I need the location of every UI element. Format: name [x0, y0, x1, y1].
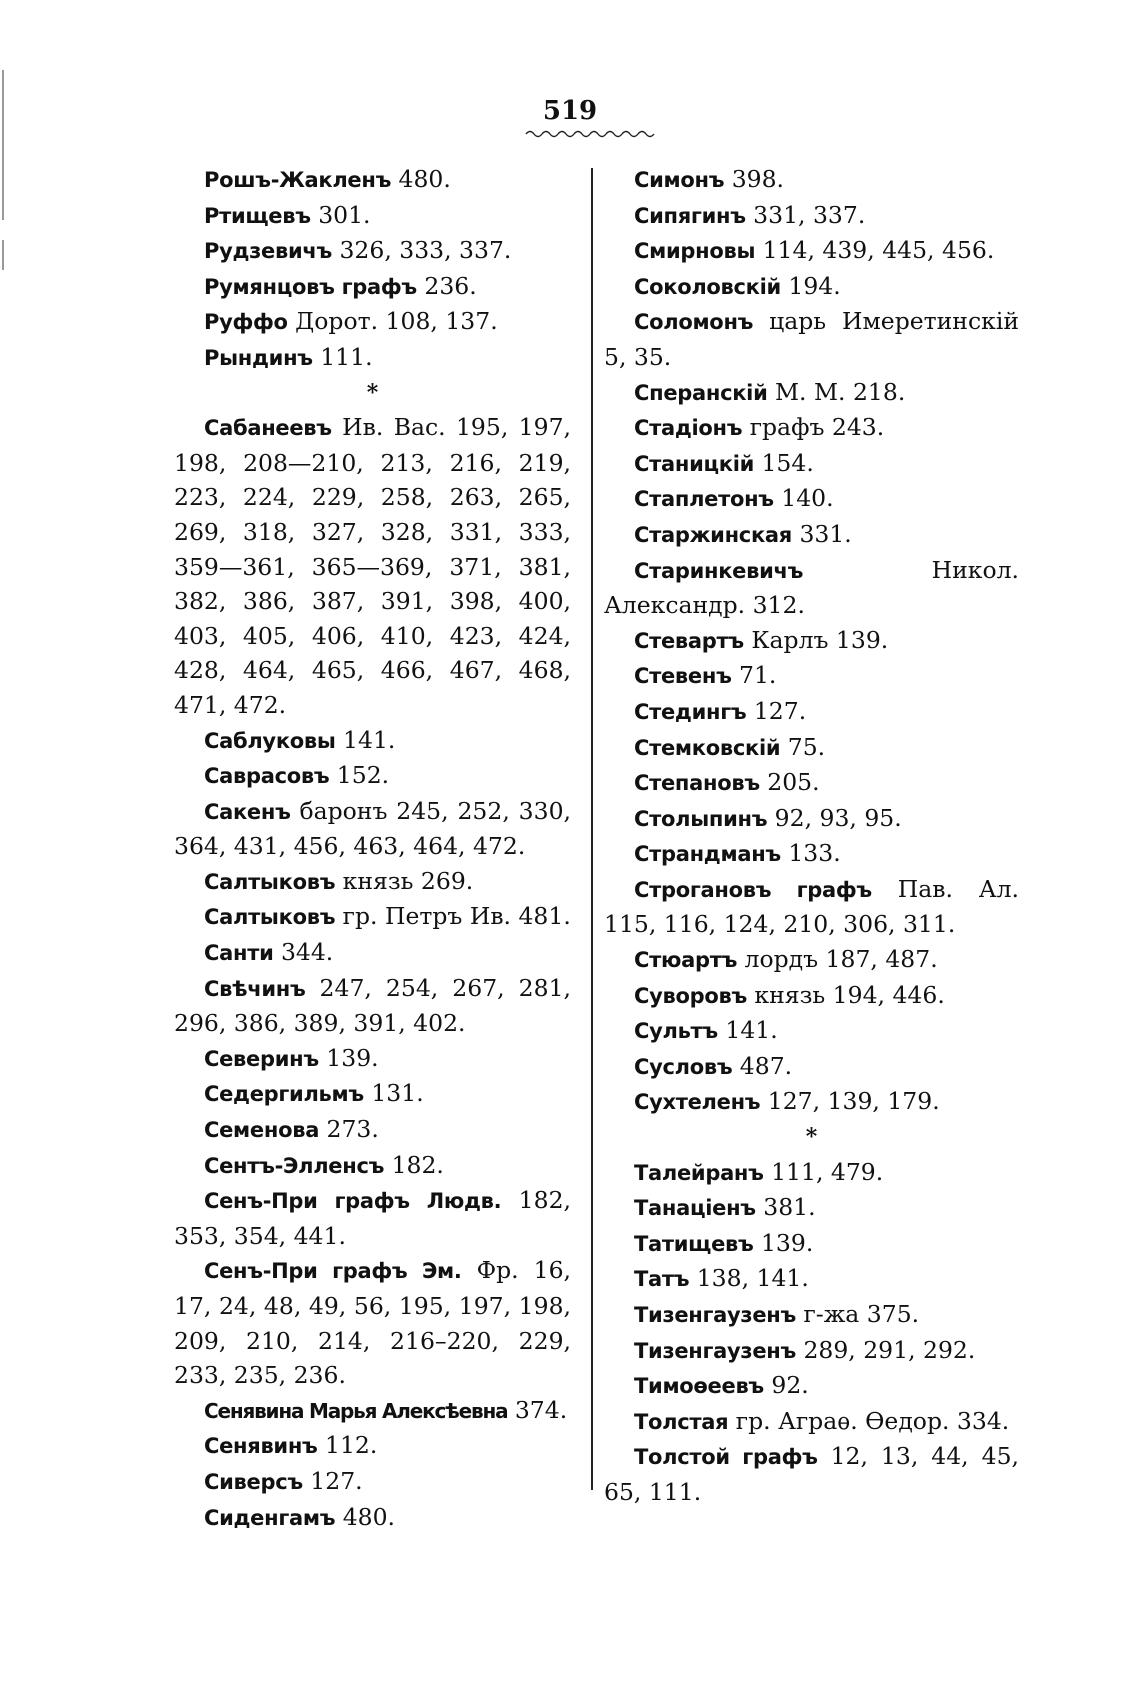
entry-pages: Карлъ 139.: [743, 625, 889, 654]
entry-name: Семенова: [204, 1118, 320, 1143]
entry-name: Стемковскій: [634, 735, 781, 760]
entry-pages: 141.: [717, 1016, 778, 1045]
entry-name: Стевартъ: [634, 628, 744, 653]
index-entry: [174, 1183, 571, 1253]
scan-edge-mark: [2, 70, 4, 220]
entry-pages: князь 269.: [335, 866, 474, 895]
entry-name: Сперанскій: [634, 380, 768, 405]
entry-pages: 127.: [746, 696, 807, 725]
entry-name: Руффо: [204, 310, 288, 335]
entry-name: Сиверсъ: [204, 1469, 303, 1494]
entry-pages: 480.: [335, 1502, 396, 1531]
index-entry: [174, 340, 571, 376]
index-entry: [174, 1393, 571, 1429]
page-number: 519: [542, 96, 598, 126]
entry-name: Сентъ-Элленсъ: [204, 1153, 385, 1178]
index-entry: [174, 269, 571, 305]
index-entry: [174, 935, 571, 971]
entry-name: Старжинская: [634, 522, 792, 547]
entry-name: Сультъ: [634, 1019, 718, 1044]
index-entry: [604, 1190, 1019, 1226]
index-entry: [174, 1041, 571, 1077]
entry-name: Сакенъ: [204, 799, 291, 824]
entry-name: Стюартъ: [634, 948, 738, 973]
index-entry: [604, 836, 1019, 872]
entry-pages: 247, 254, 267, 281, 296, 386, 389, 391, 402.: [174, 973, 571, 1038]
index-entry: [604, 658, 1019, 694]
index-entry: [604, 694, 1019, 730]
index-entry: [174, 864, 571, 900]
entry-name: Степановъ: [634, 771, 760, 796]
entry-name: Сенявина Марья Алексѣевна: [204, 1398, 508, 1423]
entry-name: Симонъ: [634, 168, 725, 192]
entry-name: Свѣчинъ: [204, 976, 306, 1001]
entry-name: Толстой графъ: [634, 1445, 818, 1470]
index-entry: [174, 1076, 571, 1112]
index-entry: [174, 1148, 571, 1184]
index-entry: [174, 304, 571, 340]
entry-pages: баронъ 245, 252, 330, 364, 431, 456, 463, 464, 472.: [174, 796, 571, 861]
entry-name: Северинъ: [204, 1046, 319, 1071]
entry-name: Смирновы: [634, 239, 756, 264]
index-entry: [604, 233, 1019, 269]
index-entry: [604, 553, 1019, 623]
entry-pages: 326, 333, 337.: [332, 236, 512, 265]
entry-pages: 111, 479.: [763, 1157, 884, 1186]
entry-pages: 112.: [317, 1431, 378, 1460]
entry-pages: Ив. Вас. 195, 197, 198, 208—210, 213, 216, 219, 223, 224, 229, 258, 263, 265, 269, 318, 327, 328, 331, 333, 359—361, 365—369, 371, 381, 382, 386, 387, 391, 398, 400, 403, 405, 406, 410, 423, 424, 428, 464, 465, 466, 467, 468, 471, 472.: [174, 413, 571, 719]
index-entry: [604, 410, 1019, 446]
index-entry: [604, 517, 1019, 553]
entry-name: Саврасовъ: [204, 764, 330, 789]
entry-name: Стевенъ: [634, 664, 732, 689]
index-entry: [174, 1464, 571, 1500]
index-entry: [174, 794, 571, 864]
entry-name: Сенявинъ: [204, 1434, 318, 1459]
index-entry: [174, 899, 571, 935]
entry-pages: 398.: [724, 165, 785, 193]
column-divider: [591, 168, 593, 1490]
index-column-left: [174, 162, 571, 1535]
entry-pages: 194.: [780, 271, 841, 300]
entry-name: Татищевъ: [634, 1231, 754, 1256]
wavy-rule-ornament: [524, 128, 660, 138]
entry-pages: 127, 139, 179.: [760, 1087, 940, 1116]
index-entry: [604, 1368, 1019, 1404]
entry-name: Санти: [204, 941, 274, 966]
entry-pages: г-жа 375.: [795, 1300, 920, 1328]
index-entry: [174, 723, 571, 759]
index-entry: [604, 481, 1019, 517]
entry-pages: 480.: [391, 165, 451, 193]
entry-name: Румянцовъ графъ: [204, 274, 417, 299]
index-entry: [604, 1439, 1019, 1509]
entry-pages: 139.: [318, 1043, 379, 1072]
index-entry: [174, 971, 571, 1041]
entry-pages: 289, 291, 292.: [795, 1335, 976, 1364]
entry-name: Седергильмъ: [204, 1082, 364, 1107]
index-entry: [604, 269, 1019, 305]
index-entry: [604, 198, 1019, 234]
index-entry: [604, 1084, 1019, 1120]
index-entry: [174, 1428, 571, 1464]
entry-name: Сиденгамъ: [204, 1505, 336, 1530]
entry-pages: М. М. 218.: [767, 377, 906, 406]
entry-name: Старинкевичъ: [634, 558, 804, 583]
entry-pages: 154.: [754, 448, 814, 477]
entry-name: Салтыковъ: [204, 869, 336, 894]
entry-pages: гр. Петръ Ив. 481.: [335, 902, 571, 931]
entry-name: Салтыковъ: [204, 905, 336, 930]
entry-pages: 71.: [731, 661, 777, 690]
entry-pages: 487.: [732, 1051, 793, 1080]
entry-pages: 114, 439, 445, 456.: [755, 236, 995, 265]
index-entry: [604, 730, 1019, 766]
index-entry: [174, 758, 571, 794]
entry-pages: 236.: [416, 271, 477, 300]
entry-pages: 374.: [507, 1395, 568, 1424]
index-entry: [604, 872, 1019, 942]
entry-name: Ртищевъ: [204, 203, 311, 228]
entry-name: Тимоѳеевъ: [634, 1374, 764, 1399]
entry-name: Толстая: [634, 1409, 729, 1434]
entry-pages: 111.: [312, 342, 373, 371]
entry-pages: князь 194, 446.: [746, 980, 945, 1009]
entry-pages: Дорот. 108, 137.: [287, 307, 498, 336]
entry-name: Рудзевичъ: [204, 239, 332, 264]
entry-name: Талейранъ: [634, 1160, 764, 1185]
entry-pages: 301.: [310, 200, 371, 229]
index-entry: [604, 978, 1019, 1014]
entry-pages: 331, 337.: [745, 200, 866, 229]
index-entry: [604, 1333, 1019, 1369]
index-entry: [604, 623, 1019, 659]
index-entry: [604, 375, 1019, 411]
index-entry: [604, 1049, 1019, 1085]
entry-name: Саблуковы: [204, 728, 336, 753]
index-entry: [604, 942, 1019, 978]
entry-name: Сусловъ: [634, 1054, 733, 1079]
entry-pages: 205.: [759, 768, 820, 797]
entry-name: Тизенгаузенъ: [634, 1338, 796, 1363]
index-entry: [604, 304, 1019, 374]
entry-pages: 92, 93, 95.: [767, 803, 902, 832]
index-entry: [174, 1112, 571, 1148]
index-entry: [604, 446, 1019, 482]
entry-pages: 139.: [753, 1228, 814, 1257]
index-entry: [604, 162, 1019, 198]
entry-name: Рындинъ: [204, 345, 313, 370]
entry-pages: 182.: [384, 1150, 444, 1179]
entry-pages: 127.: [302, 1466, 363, 1495]
entry-name: Страндманъ: [634, 842, 781, 867]
entry-pages: Никол. Александр. 312.: [604, 555, 1019, 620]
entry-name: Соломонъ: [634, 310, 754, 335]
entry-name: Сухтеленъ: [634, 1090, 761, 1115]
entry-pages: 273.: [319, 1115, 379, 1144]
entry-pages: 133.: [780, 839, 841, 868]
entry-name: Строгановъ графъ: [634, 877, 872, 902]
entry-pages: 131.: [363, 1079, 424, 1108]
entry-name: Татъ: [634, 1267, 690, 1292]
scan-edge-mark: [2, 240, 4, 270]
entry-pages: 331.: [791, 519, 852, 548]
index-entry: [174, 198, 571, 234]
index-entry: [174, 162, 571, 198]
section-separator-star: *: [805, 1124, 818, 1151]
entry-pages: 344.: [273, 938, 334, 967]
index-entry: [604, 1297, 1019, 1333]
index-entry: [604, 1013, 1019, 1049]
entry-name: Суворовъ: [634, 983, 747, 1008]
entry-pages: графъ 243.: [742, 413, 885, 442]
entry-name: Сипягинъ: [634, 203, 746, 228]
entry-name: Стадіонъ: [634, 416, 743, 441]
index-entry: [604, 1261, 1019, 1297]
index-entry: [174, 1500, 571, 1536]
entry-pages: 12, 13, 44, 45, 65, 111.: [604, 1442, 1019, 1506]
index-entry: [604, 801, 1019, 837]
entry-pages: 381.: [755, 1193, 816, 1222]
index-entry: [174, 1253, 571, 1392]
index-entry: [604, 765, 1019, 801]
entry-pages: Пав. Ал. 115, 116, 124, 210, 306, 311.: [604, 874, 1020, 939]
index-entry: [174, 410, 571, 722]
entry-name: Столыпинъ: [634, 806, 768, 831]
entry-name: Стедингъ: [634, 699, 747, 724]
entry-pages: лордъ 187, 487.: [737, 945, 938, 974]
entry-pages: 182, 353, 354, 441.: [174, 1186, 571, 1250]
index-entry: [604, 1226, 1019, 1262]
index-entry: [604, 1155, 1019, 1191]
entry-name: Сенъ-При графъ Людв.: [204, 1189, 502, 1214]
index-column-right: [604, 162, 1019, 1510]
entry-pages: 92.: [763, 1371, 809, 1400]
entry-name: Сабанеевъ: [204, 416, 332, 441]
entry-name: Рошъ-Жакленъ: [204, 168, 392, 192]
entry-pages: 138, 141.: [689, 1264, 809, 1293]
entry-name: Стаплетонъ: [634, 487, 774, 512]
entry-pages: 75.: [780, 732, 826, 761]
index-entry: [174, 233, 571, 269]
section-separator-star: *: [366, 379, 379, 406]
index-entry: [604, 1404, 1019, 1440]
entry-name: Танаціенъ: [634, 1196, 756, 1221]
entry-name: Соколовскій: [634, 274, 781, 299]
entry-name: Сенъ-При графъ Эм.: [204, 1259, 462, 1284]
entry-pages: гр. Аграѳ. Ѳедор. 334.: [728, 1406, 1010, 1435]
entry-pages: 152.: [329, 761, 390, 790]
entry-pages: 140.: [773, 484, 834, 513]
entry-name: Станицкій: [634, 451, 755, 476]
entry-pages: 141.: [335, 725, 396, 754]
entry-pages: царь Имеретинскій 5, 35.: [604, 307, 1019, 371]
entry-pages: Фр. 16, 17, 24, 48, 49, 56, 195, 197, 198, 209, 210, 214, 216–220, 229, 233, 235, 236.: [174, 1256, 571, 1390]
entry-name: Тизенгаузенъ: [634, 1303, 796, 1327]
